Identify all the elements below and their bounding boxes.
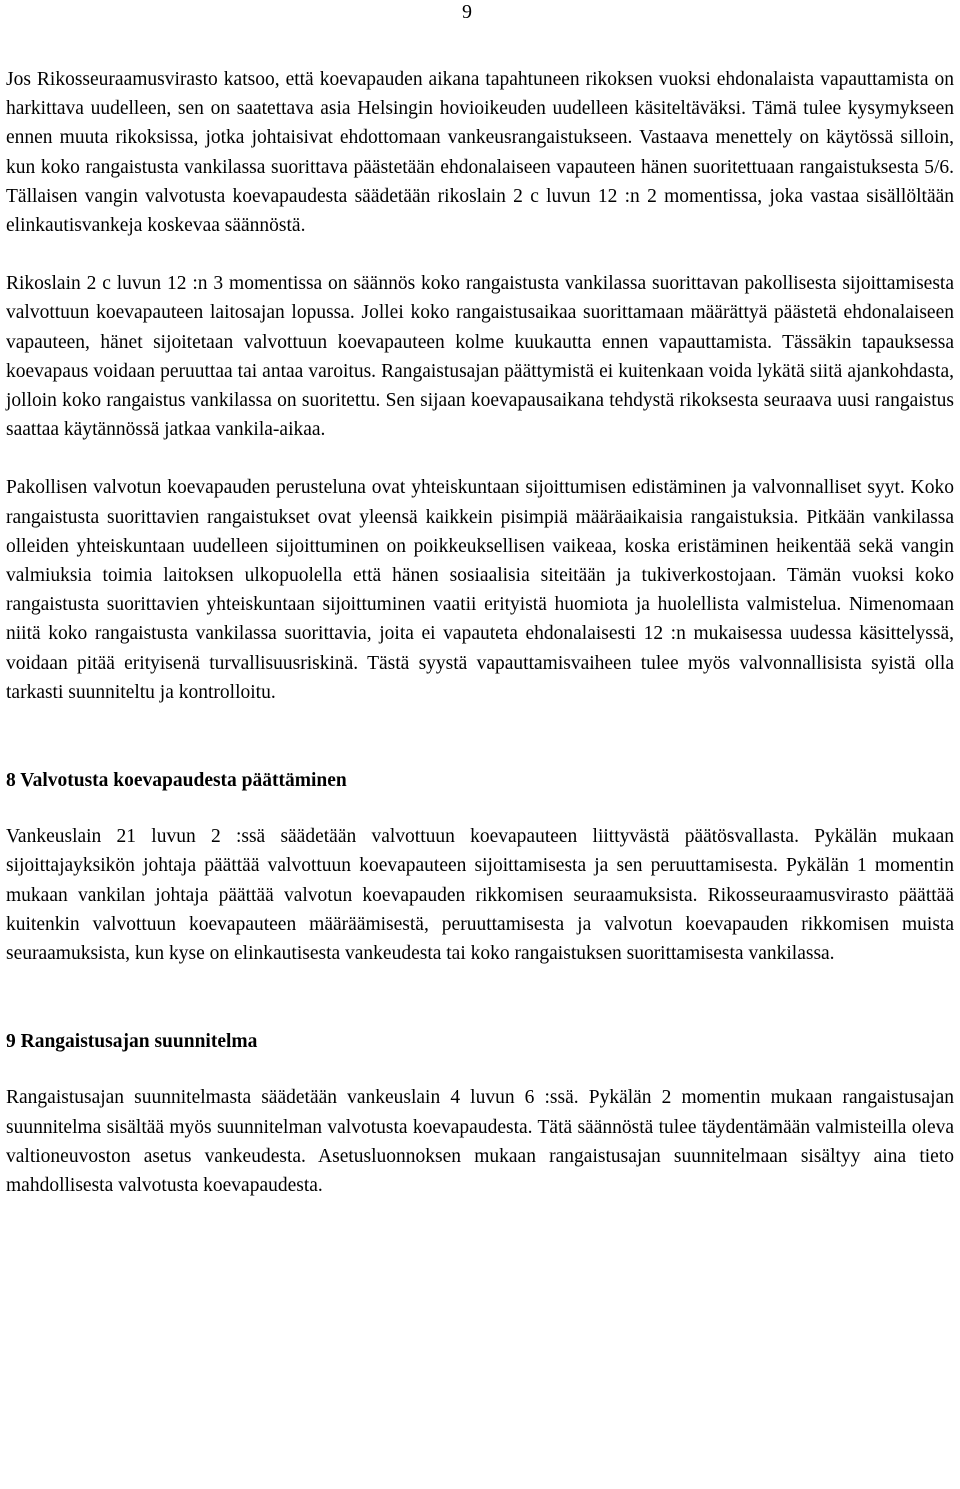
section-heading-sentence-plan: 9 Rangaistusajan suunnitelma [6, 1031, 258, 1053]
document-body [6, 65, 954, 1229]
paragraph-probation-reconsideration: Jos Rikosseuraamusvirasto katsoo, että koevapauden aikana tapahtuneen rikoksen vuoksi ehdonalaista vapauttamista on harkittava uudelleen, sen on saatettava asia Helsingin hovioikeuden uudelleen käsiteltäväksi. Tämä tulee kysymykseen ennen muuta rikoksissa, jotka johtaisivat ehdottomaan vankeusrangaistukseen. Vastaava menettely on käytössä silloin, kun koko rangaistusta vankilassa suorittava päästetään ehdonalaiseen vapauteen hänen suoritettuaan rangaistuksesta 5/6. Tällaisen vangin valvotusta koevapaudesta säädetään rikoslain 2 c luvun 12 :n 2 momentissa, joka vastaa sisällöltään elinkautisvankeja koskevaa säännöstä. [6, 69, 954, 237]
paragraph-mandatory-placement: Rikoslain 2 c luvun 12 :n 3 momentissa on säännös koko rangaistusta vankilassa suorittavan pakollisesta sijoittamisesta valvottuun koevapauteen laitosajan lopussa. Jollei koko rangaistusaikaa suorittamaan määrättyä päästetä ehdonalaiseen vapauteen, hänet sijoitetaan valvottuun koevapauteen kolme kuukautta ennen vapauttamista. Tässäkin tapauksessa koevapaus voidaan peruuttaa tai antaa varoitus. Rangaistusajan päättymistä ei kuitenkaan voida lykätä siitä ajankohdasta, jolloin koko rangaistus vankilassa on suoritettu. Sen sijaan koevapausaikana tehdystä rikoksesta seuraava uusi rangaistus saattaa käytännössä jatkaa vankila-aikaa. [6, 273, 954, 441]
paragraph-justification: Pakollisen valvotun koevapauden perusteluna ovat yhteiskuntaan sijoittumisen edistäminen ja valvonnalliset syyt. Koko rangaistusta suorittavien rangaistukset ovat yleensä kaikkein pisimpiä määräaikaisia rangaistuksia. Pitkään vankilassa olleiden yhteiskuntaan uudelleen sijoittuminen on poikkeuksellisen vaikeaa, koska eristäminen heikentää sekä vangin valmiuksia toimia laitoksen ulkopuolella että hänen sosiaalisia siteitään ja tukiverkostojaan. Tämän vuoksi koko rangaistusta suorittavien yhteiskuntaan sijoittuminen vaatii erityistä huomiota ja huolellista valmistelua. Nimenomaan niitä koko rangaistusta vankilassa suorittavia, joita ei vapauteta ehdonalaisesti 12 :n mukaisessa uudessa käsittelyssä, voidaan pitää erityisenä turvallisuusriskinä. Tästä syystä vapauttamisvaiheen tulee myös valvonnallisista syistä olla tarkasti suunniteltu ja kontrolloitu. [6, 477, 954, 703]
page-number: 9 [462, 1, 472, 23]
section-spacer [6, 736, 954, 766]
section-spacer [6, 997, 954, 1027]
section-body-sentence-plan: Rangaistusajan suunnitelmasta säädetään vankeuslain 4 luvun 6 :ssä. Pykälän 2 momentin mukaan rangaistusajan suunnitelma sisältää myös suunnitelman valvotusta koevapaudesta. Tätä säännöstä tulee täydentämään valmisteilla oleva valtioneuvoston asetus vankeudesta. Asetusluonnoksen mukaan rangaistusajan suunnitelmaan sisältyy aina tieto mahdollisesta valvotusta koevapaudesta. [6, 1087, 954, 1197]
section-heading-decision: 8 Valvotusta koevapaudesta päättäminen [6, 770, 347, 792]
section-body-decision: Vankeuslain 21 luvun 2 :ssä säädetään valvottuun koevapauteen liittyvästä päätösvallasta. Pykälän mukaan sijoittajayksikön johtaja päättää valvottuun koevapauteen sijoittamisesta ja sen peruuttamisesta. Pykälän 1 momentin mukaan vankilan johtaja päättää valvotun koevapauden rikkomisen seuraamuksista. Rikosseuraamusvirasto päättää kuitenkin valvottuun koevapauteen määräämisestä, peruuttamisesta ja valvotun koevapauden rikkomisen muista seuraamuksista, kun kyse on elinkautisesta vankeudesta tai koko rangaistuksen suorittamisesta vankilassa. [6, 826, 954, 965]
